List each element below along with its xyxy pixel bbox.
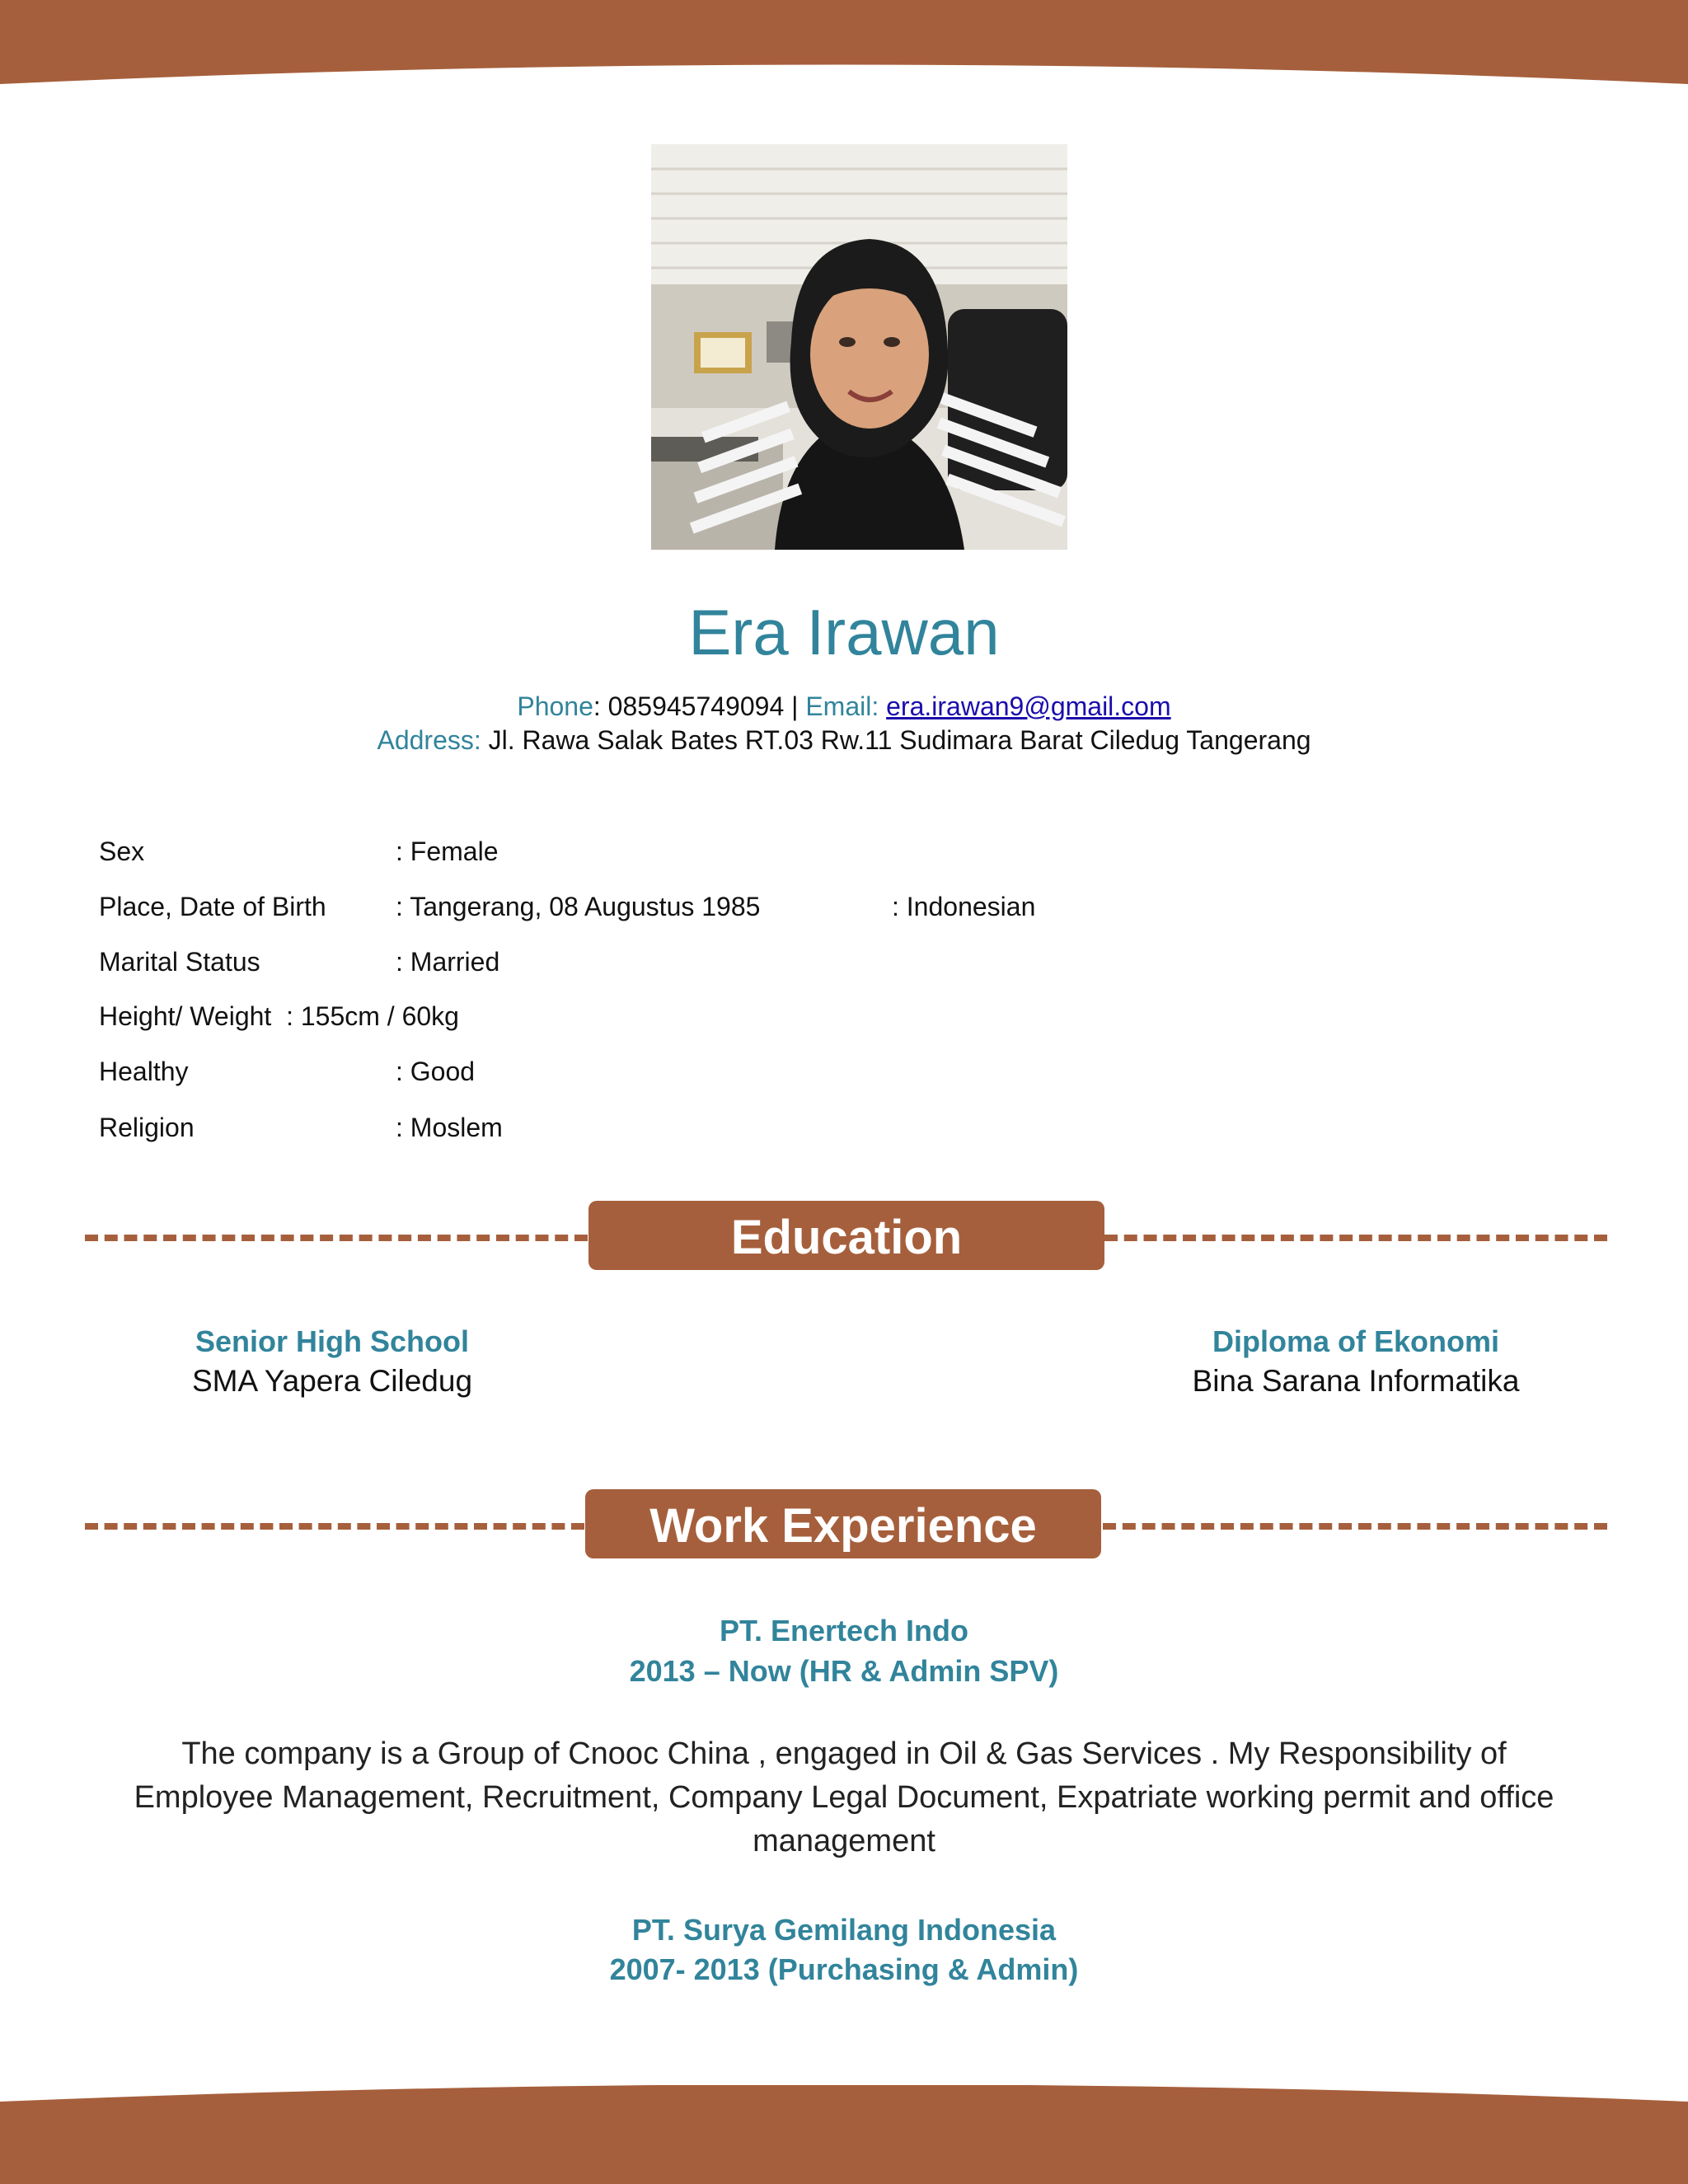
health-value: : Good xyxy=(396,1057,476,1086)
marital-value: : Married xyxy=(396,947,500,977)
education-degree-1: Senior High School xyxy=(195,1324,469,1358)
bottom-decorative-band xyxy=(0,2085,1688,2184)
job-period-1: 2013 – Now (HR & Admin SPV) xyxy=(629,1654,1059,1688)
top-decorative-band xyxy=(0,0,1688,99)
education-school-1: SMA Yapera Ciledug xyxy=(191,1364,473,1398)
nationality-value: : Indonesian xyxy=(892,892,1036,921)
profile-photo xyxy=(651,144,1067,550)
contact-line: Phone: 085945749094 | Email: era.irawan9@gmail.com xyxy=(517,691,1171,721)
contact-separator: | xyxy=(791,691,799,721)
education-school-2: Bina Sarana Informatika xyxy=(1192,1364,1520,1398)
phone-number: 085945749094 xyxy=(607,691,785,721)
religion-value: : Moslem xyxy=(396,1113,503,1142)
height-weight-text: Height/ Weight : 155cm / 60kg xyxy=(99,1001,459,1031)
work-divider-right xyxy=(1103,1523,1607,1530)
sex-label: Sex xyxy=(99,837,145,866)
birth-value: : Tangerang, 08 Augustus 1985 xyxy=(396,892,761,921)
candidate-name: Era Irawan xyxy=(688,596,1000,668)
job-period-2: 2007- 2013 (Purchasing & Admin) xyxy=(609,1952,1079,1986)
email-link[interactable]: era.irawan9@gmail.com xyxy=(886,691,1171,721)
birth-label: Place, Date of Birth xyxy=(99,892,326,921)
job-company-2: PT. Surya Gemilang Indonesia xyxy=(631,1913,1057,1947)
phone-label: Phone xyxy=(517,691,593,721)
health-label: Healthy xyxy=(99,1057,189,1086)
education-degree-2: Diploma of Ekonomi xyxy=(1212,1324,1499,1358)
job-description-1: The company is a Group of Cnooc China , engaged in Oil & Gas Services . My Responsibility of Employee Management, Recruitment, Company Legal Document, Expatriate working permit and office management xyxy=(134,1736,1554,1858)
education-divider-right xyxy=(1104,1235,1607,1241)
job-company-1: PT. Enertech Indo xyxy=(719,1614,969,1647)
religion-label: Religion xyxy=(99,1113,195,1142)
education-heading: Education xyxy=(588,1201,1104,1270)
address-value: Jl. Rawa Salak Bates RT.03 Rw.11 Sudimara Barat Ciledug Tangerang xyxy=(488,725,1311,755)
email-label: Email: xyxy=(805,691,879,721)
address-line xyxy=(0,724,1688,756)
work-divider-left xyxy=(85,1523,584,1530)
sex-value: : Female xyxy=(396,837,499,866)
address-label: Address: xyxy=(377,725,481,755)
education-divider-left xyxy=(85,1235,588,1241)
work-experience-heading: Work Experience xyxy=(585,1489,1101,1558)
marital-label: Marital Status xyxy=(99,947,260,977)
